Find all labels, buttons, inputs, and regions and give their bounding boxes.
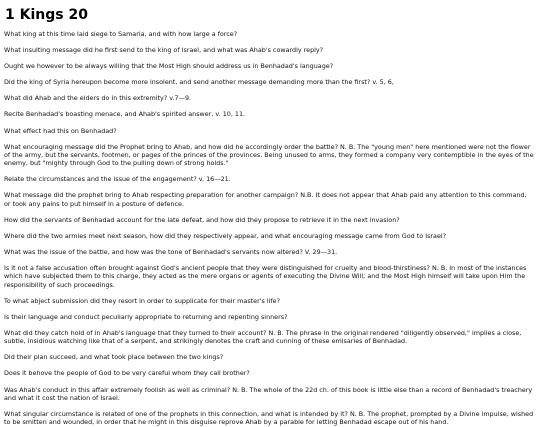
question-paragraph: How did the servants of Benhadad account for the late defeat, and how did they propose to retrieve it in the next invasion? — [4, 215, 400, 224]
question-paragraph: What encouraging message did the Prophet bring to Ahab, and how did he accordingly order the battle? N. B. The "young men" here mentioned were not the flower of the army, but the servants, footmen, or pages of the princes of the provinces. Being unused to arms, they formed a company very contemptible in the eyes of the enemy, but "mighty through God to the pulling down of strong holds." — [4, 142, 534, 168]
question-paragraph: Did the king of Syria hereupon become more insolent, and send another message demanding more than the first? v. 5, 6, — [4, 78, 394, 87]
question-paragraph: To what abject submission did they resort in order to supplicate for their master's life? — [4, 296, 280, 305]
question-paragraph: What was the issue of the battle, and how was the tone of Benhadad's servants now altered? V. 29—31. — [4, 248, 338, 257]
question-paragraph: Where did the two armies meet next season, how did they respectively appear, and what encouraging message came from God to Israel? — [4, 231, 447, 240]
question-list — [4, 30, 534, 427]
question-paragraph: What insulting message did he first send to the king of Israel, and what was Ahab's cowardly reply? — [4, 46, 324, 55]
question-paragraph: Is their language and conduct peculiarly appropriate to returning and repenting sinners? — [4, 312, 288, 321]
question-paragraph: What did Ahab and the elders do in this extremity? v.7—9. — [4, 94, 192, 103]
question-paragraph: Relate the circumstances and the issue of the engagement? v. 16—21. — [4, 175, 231, 184]
question-paragraph: What singular circumstance is related of one of the prophets in this connection, and what is intended by it? N. B. The prophet, prompted by a Divine impulse, wished to be smitten and wounded, in order that he might in this disguise reprove Ahab by a parable for letting Benhadad escape out of his hand. — [4, 409, 534, 427]
question-paragraph: Is it not a false accusation often brought against God's ancient people that they were distinguished for cruelty and blood-thirstiness? N. B. In most of the instances which have subjected them to this charge, they acted as the mere organs or agents of executing the Divine Will; and the Most High himself will take upon Him the responsibility of such proceedings. — [4, 264, 527, 289]
question-paragraph: Did their plan succeed, and what took place between the two kings? — [4, 353, 224, 362]
question-paragraph: Does it behove the people of God to be very careful whom they call brother? — [4, 369, 250, 378]
question-paragraph: What did they catch hold of in Ahab's language that they turned to their account? N. B. The phrase in the original rendered "diligently observed," implies a close, subtle, insidious watching like that of a serpent, and strikingly denotes the craft and cunning of these emisaries of Benhadad. — [4, 328, 522, 346]
question-paragraph: What effect had this on Benhadad? — [4, 126, 117, 135]
question-paragraph: Ought we however to be always willing that the Most High should address us in Benhadad's language? — [4, 62, 334, 71]
question-paragraph: What message did the prophet bring to Ahab respecting preparation for another campaign? N.B. It does not appear that Ahab paid any attention to this command, or took any pains to put himself in a posture of defence. — [4, 191, 527, 208]
question-paragraph: What king at this time laid siege to Samaria, and with how large a force? — [4, 30, 238, 38]
question-paragraph: Recite Benhadad's boasting menace, and Ahab's spirited answer, v. 10, 11. — [4, 110, 246, 119]
page-title: 1 Kings 20 — [5, 7, 88, 23]
question-paragraph: Was Ahab's conduct in this affair extremely foolish as well as criminal? N. B. The whole of the 22d ch. of this book is little else than a record of Benhadad's treachery and what it cost the nation of Israel. — [4, 385, 533, 402]
